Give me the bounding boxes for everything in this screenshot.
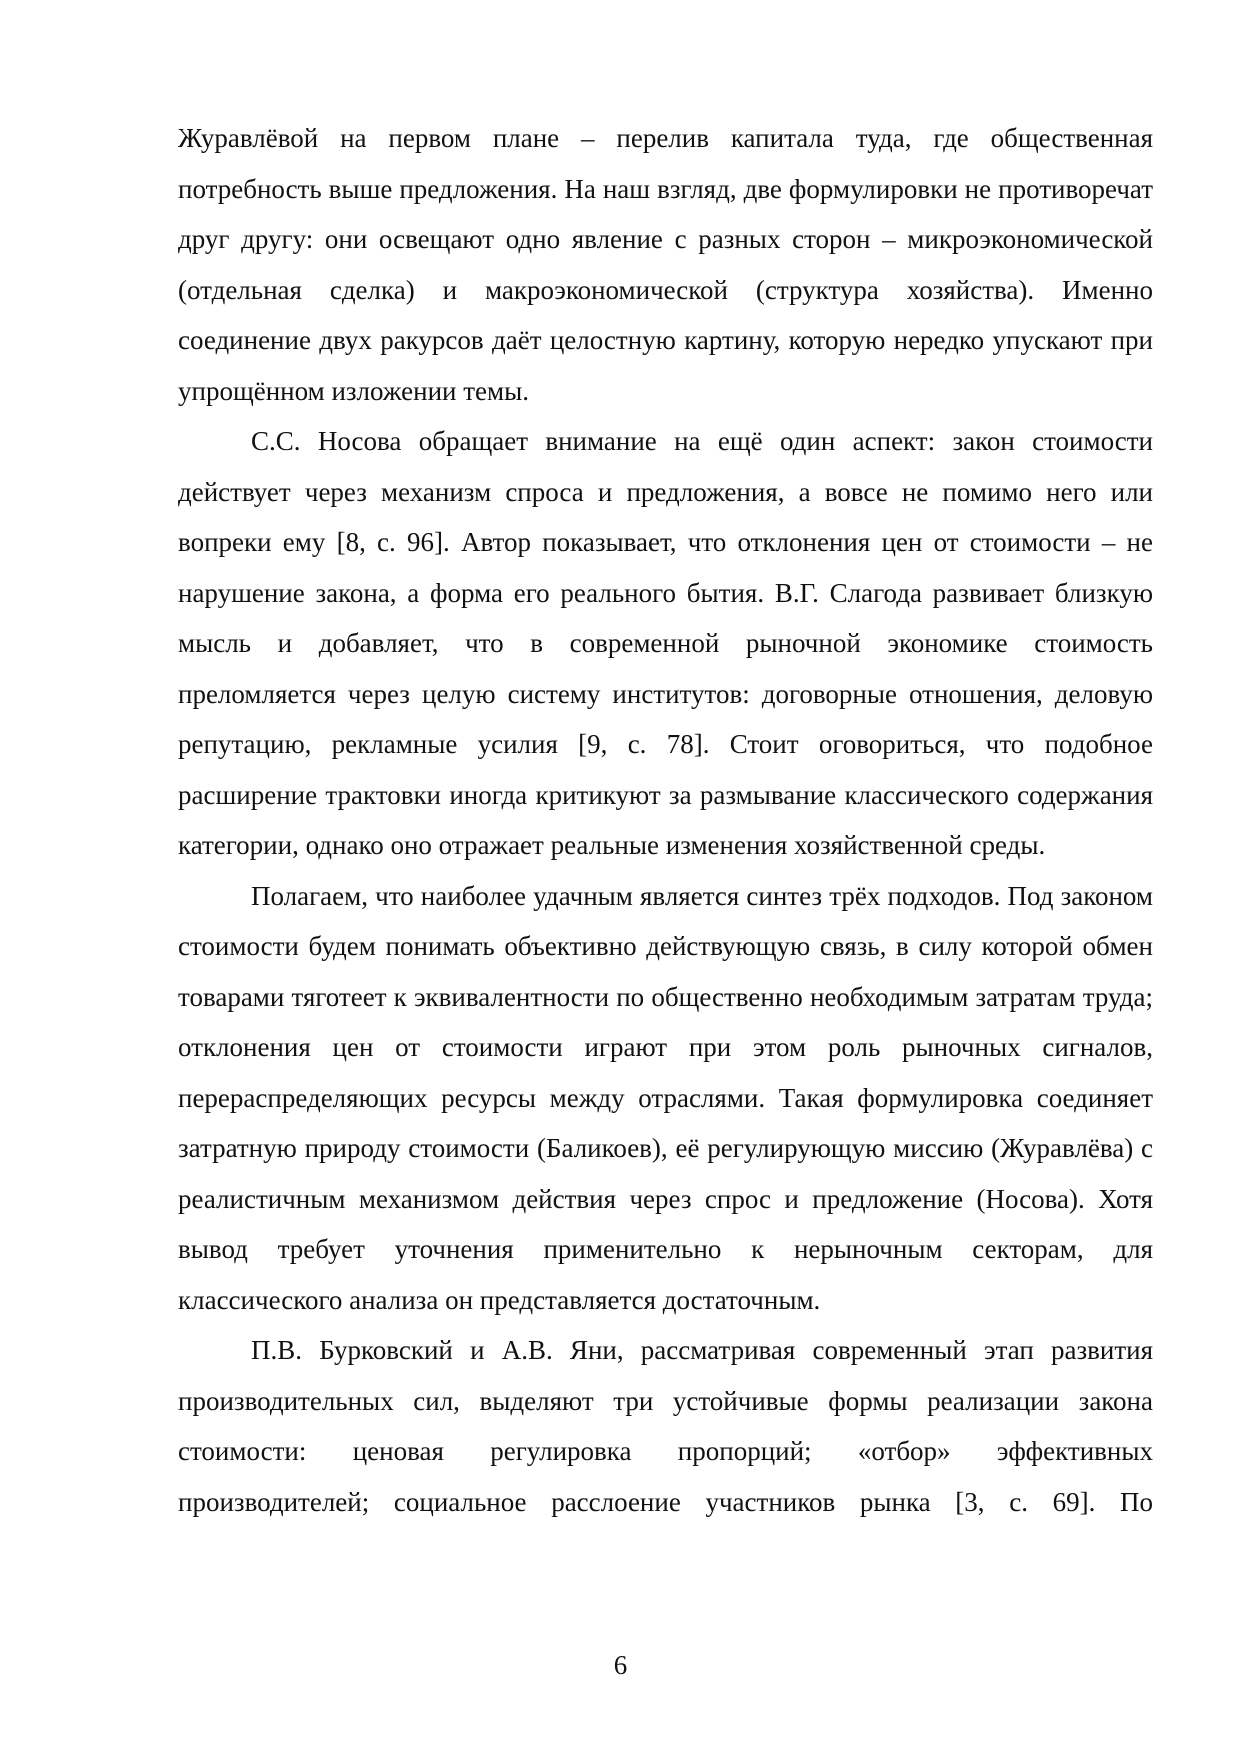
paragraph-3: Полагаем, что наиболее удачным является синтез трёх подходов. Под законом стоимости будем понимать объективно действующую связь, в силу которой обмен товарами тяготеет к эквивалентности по общественно необходимым затратам труда; отклонения цен от стоимости играют при этом роль рыночных сигналов, перераспределяющих ресурсы между отраслями. Такая формулировка соединяет затратную природу стоимости (Баликоев), её регулирующую миссию (Журавлёва) с реалистичным механизмом действия через спрос и предложение (Носова). Хотя вывод требует уточнения применительно к нерыночным секторам, для классического анализа он представляется достаточным. (178, 880, 1153, 1315)
page-number: 6 (613, 1650, 628, 1680)
paragraph-1: Журавлёвой на первом плане – перелив капитала туда, где общественная потребность выше предложения. На наш взгляд, две формулировки не противоречат друг другу: они освещают одно явление с разных сторон – микроэкономической (отдельная сделка) и макроэкономической (структура хозяйства). Именно соединение двух ракурсов даёт целостную картину, которую нередко упускают при упрощённом изложении темы. (178, 123, 1153, 406)
paragraph-4: П.В. Бурковский и А.В. Яни, рассматривая современный этап развития производительных сил, выделяют три устойчивые формы реализации закона стоимости: ценовая регулировка пропорций; «отбор» эффективных производителей; социальное расслоение участников рынка [3, с. 69]. По (178, 1335, 1153, 1517)
paragraph-2: С.С. Носова обращает внимание на ещё один аспект: закон стоимости действует через механизм спроса и предложения, а вовсе не помимо него или вопреки ему [8, с. 96]. Автор показывает, что отклонения цен от стоимости – не нарушение закона, а форма его реального бытия. В.Г. Слагода развивает близкую мысль и добавляет, что в современной рыночной экономике стоимость преломляется через целую систему институтов: договорные отношения, деловую репутацию, рекламные усилия [9, с. 78]. Стоит оговориться, что подобное расширение трактовки иногда критикуют за размывание классического содержания категории, однако оно отражает реальные изменения хозяйственной среды. (178, 426, 1153, 860)
body-text (178, 113, 1153, 1527)
